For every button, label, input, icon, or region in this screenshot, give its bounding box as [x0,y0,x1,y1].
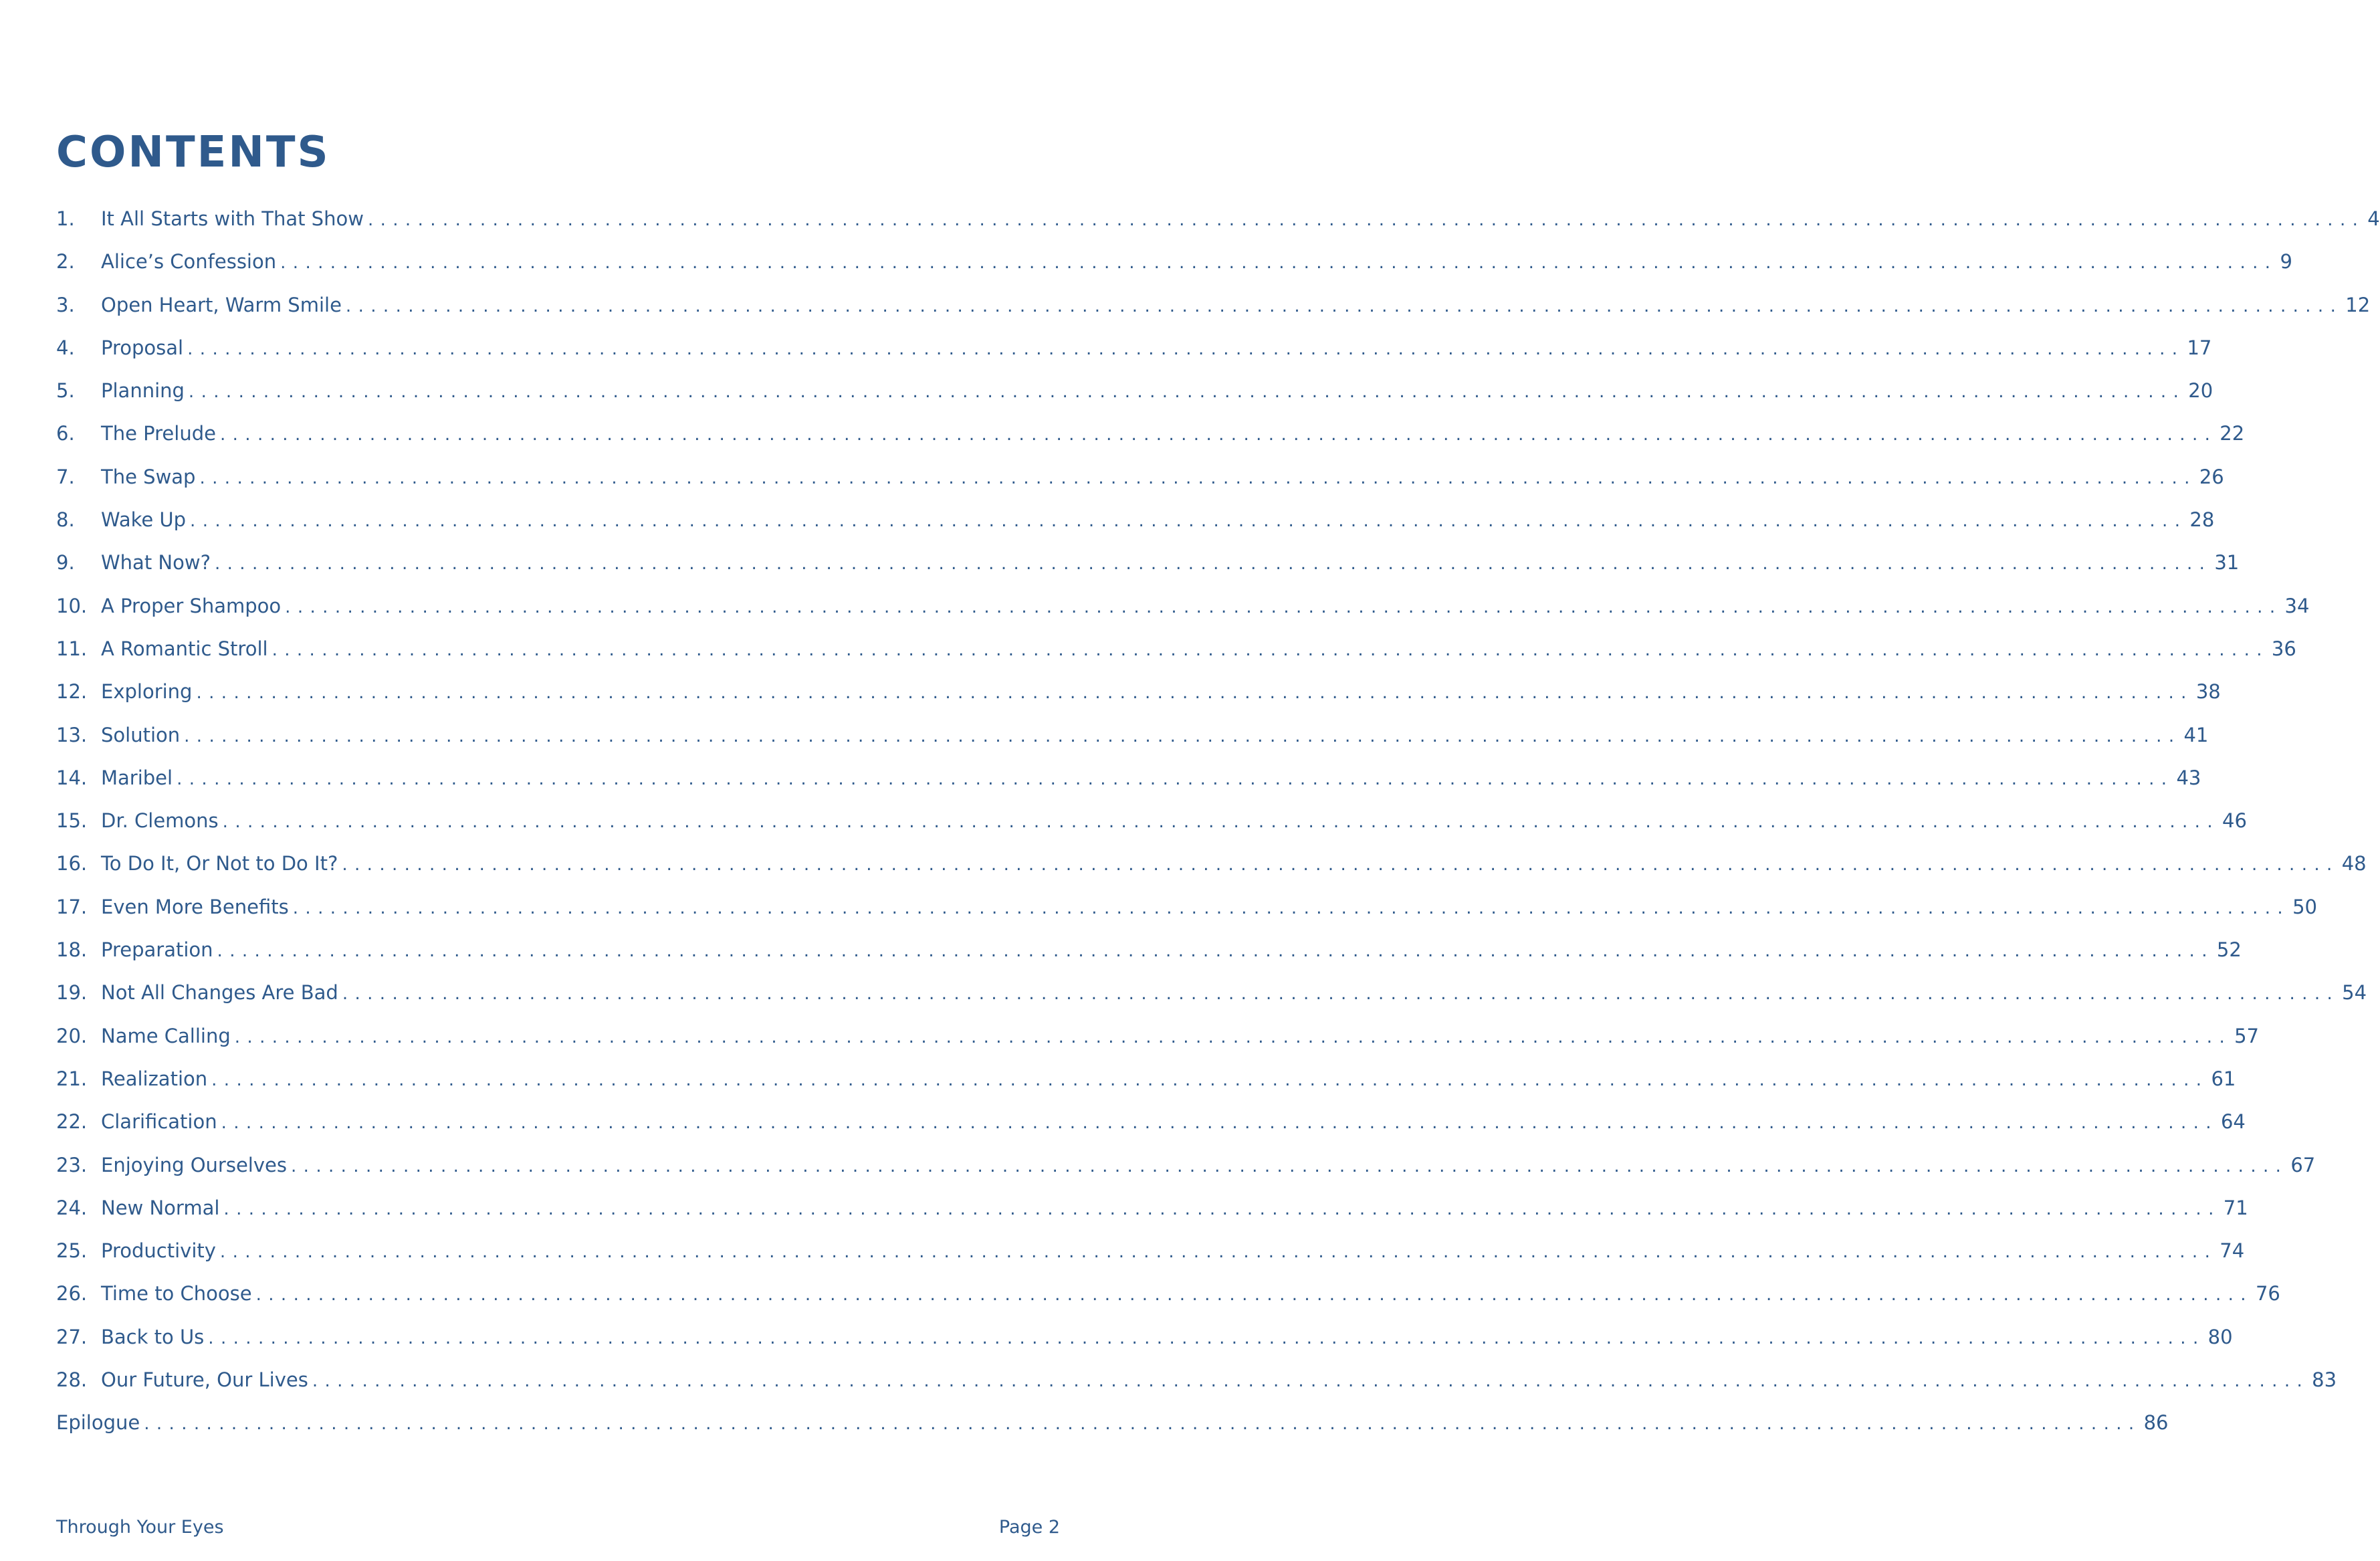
toc-entry-title: The Prelude [101,422,216,445]
toc-entry-number: 11. [56,637,88,660]
toc-entry-number: 10. [56,594,88,617]
toc-entry-title: Dr. Clemons [101,809,219,833]
toc-entry-title: New Normal [101,1196,220,1219]
toc-entry-number: 9. [56,551,75,575]
toc-entry-number: 14. [56,766,88,789]
toc-dot-leader: ................................................................................................................................................................ [342,984,2340,1005]
toc-entry-title: Exploring [101,680,193,704]
toc-entry-page: 20 [2188,379,2213,403]
toc-dot-leader: ................................................................................................................................................................ [221,1113,2218,1134]
toc-entry[interactable] [56,326,2212,369]
toc-entry-title: Proposal [101,336,184,359]
toc-entry[interactable] [56,1144,2316,1186]
toc-entry-page: 50 [2292,895,2317,918]
toc-entry-number: 6. [56,422,75,445]
toc-entry[interactable] [56,455,2224,498]
toc-entry-page: 64 [2220,1110,2246,1134]
toc-entry-title: Name Calling [101,1024,231,1047]
toc-entry-page: 28 [2189,508,2215,532]
toc-entry-title: Solution [101,723,181,746]
toc-dot-leader: ................................................................................................................................................................ [177,768,2174,789]
toc-entry-number: 27. [56,1325,88,1348]
toc-entry-number: 23. [56,1153,88,1176]
toc-entry[interactable] [56,971,2367,1014]
toc-dot-leader: ................................................................................................................................................................ [219,1242,2217,1263]
toc-entry-title: Back to Us [101,1325,205,1348]
toc-entry-number: 12. [56,680,88,704]
toc-entry[interactable] [56,756,2201,799]
toc-entry[interactable] [56,541,2240,584]
toc-entry[interactable] [56,1100,2246,1143]
toc-entry-title: Maribel [101,766,173,789]
toc-entry[interactable] [56,1057,2236,1100]
toc-dot-leader: ................................................................................................................................................................ [184,726,2181,746]
toc-entry-page: 38 [2195,680,2221,704]
toc-entry-page: 46 [2222,809,2247,833]
toc-entry-number: 26. [56,1282,88,1306]
toc-entry[interactable] [56,1272,2280,1315]
toc-entry-page: 74 [2220,1239,2245,1263]
toc-entry-number: 1. [56,207,75,230]
toc-entry-page: 43 [2176,766,2201,789]
toc-entry-number: 5. [56,379,75,403]
toc-dot-leader: ................................................................................................................................................................ [144,1414,2141,1435]
toc-entry-title: Even More Benefits [101,895,289,918]
toc-dot-leader: ................................................................................................................................................................ [342,855,2339,875]
toc-entry-page: 12 [2345,293,2371,316]
toc-entry-number: 28. [56,1368,88,1392]
table-of-contents [56,197,2380,1445]
toc-dot-leader: ................................................................................................................................................................ [196,683,2193,704]
toc-entry-page: 4 [2367,207,2380,230]
toc-entry-title: What Now? [101,551,211,575]
toc-dot-leader: ................................................................................................................................................................ [285,597,2282,617]
toc-entry-page: 22 [2220,422,2245,445]
toc-entry-title: Our Future, Our Lives [101,1368,308,1392]
toc-entry-title: Alice’s Confession [101,250,277,274]
toc-entry-page: 61 [2211,1067,2236,1090]
toc-entry[interactable] [56,240,2292,283]
toc-entry[interactable] [56,799,2247,842]
toc-entry-page: 36 [2271,637,2296,660]
toc-dot-leader: ................................................................................................................................................................ [217,941,2214,962]
toc-entry-number: 20. [56,1024,88,1047]
toc-entry-title: A Romantic Stroll [101,637,268,660]
toc-entry-page: 17 [2187,336,2212,359]
toc-entry-number: 13. [56,723,88,746]
toc-dot-leader: ................................................................................................................................................................ [345,296,2343,316]
toc-entry-number: 25. [56,1239,88,1263]
toc-entry-page: 86 [2143,1411,2169,1435]
toc-dot-leader: ................................................................................................................................................................ [290,1156,2288,1176]
toc-entry-number: 2. [56,250,75,274]
toc-dot-leader: ................................................................................................................................................................ [255,1285,2253,1306]
toc-entry-number: 24. [56,1196,88,1219]
toc-entry[interactable] [56,1316,2233,1358]
toc-entry-epilogue[interactable] [56,1401,2169,1444]
toc-entry-number: 15. [56,809,88,833]
toc-entry-title: Open Heart, Warm Smile [101,293,342,316]
toc-dot-leader: ................................................................................................................................................................ [234,1027,2232,1047]
toc-dot-leader: ................................................................................................................................................................ [199,467,2197,488]
toc-entry-page: 9 [2280,250,2292,274]
toc-entry-title: Planning [101,379,185,403]
page-title: CONTENTS [56,128,330,177]
toc-entry-title: Realization [101,1067,208,1090]
toc-entry-page: 26 [2199,465,2224,488]
toc-entry-number: 22. [56,1110,88,1134]
toc-entry[interactable] [56,886,2317,928]
toc-entry-page: 31 [2214,551,2240,575]
toc-entry-page: 76 [2255,1282,2280,1306]
toc-dot-leader: ................................................................................................................................................................ [188,382,2186,403]
toc-dot-leader: ................................................................................................................................................................ [187,338,2185,359]
footer-book-title: Through Your Eyes [56,1517,224,1538]
toc-entry-title: Productivity [101,1239,216,1263]
toc-entry[interactable] [56,627,2296,670]
toc-dot-leader: ................................................................................................................................................................ [312,1371,2310,1392]
toc-entry-page: 83 [2312,1368,2337,1392]
toc-entry[interactable] [56,928,2242,971]
toc-dot-leader: ................................................................................................................................................................ [292,898,2290,918]
toc-entry[interactable] [56,197,2380,240]
toc-dot-leader: ................................................................................................................................................................ [214,554,2212,575]
toc-dot-leader: ................................................................................................................................................................ [208,1328,2205,1348]
toc-dot-leader: ................................................................................................................................................................ [280,253,2278,274]
toc-entry-number: 4. [56,336,75,359]
toc-entry-number: 21. [56,1067,88,1090]
toc-dot-leader: ................................................................................................................................................................ [367,210,2365,230]
toc-entry-page: 57 [2234,1024,2260,1047]
toc-entry-page: 48 [2341,852,2367,875]
footer-page-number: Page 2 [998,1517,1060,1538]
toc-entry[interactable] [56,670,2221,713]
toc-entry-page: 52 [2216,938,2242,962]
toc-entry-page: 41 [2183,723,2209,746]
toc-entry-title: Preparation [101,938,213,962]
toc-entry-number: 16. [56,852,88,875]
toc-entry-page: 67 [2290,1153,2316,1176]
toc-entry-number: 17. [56,895,88,918]
toc-entry[interactable] [56,498,2215,541]
toc-entry[interactable] [56,412,2245,455]
toc-dot-leader: ................................................................................................................................................................ [190,511,2187,532]
toc-entry-title: Wake Up [101,508,187,532]
toc-entry[interactable] [56,1015,2260,1057]
toc-entry[interactable] [56,369,2213,412]
toc-entry-title: It All Starts with That Show [101,207,364,230]
toc-entry-page: 54 [2342,981,2367,1005]
toc-entry-page: 71 [2223,1196,2248,1219]
toc-dot-leader: ................................................................................................................................................................ [211,1069,2209,1090]
toc-dot-leader: ................................................................................................................................................................ [223,1199,2221,1219]
toc-dot-leader: ................................................................................................................................................................ [272,639,2269,660]
toc-entry-number: 18. [56,938,88,962]
toc-entry-title: Time to Choose [101,1282,252,1306]
toc-entry[interactable] [56,585,2310,627]
toc-entry-page: 34 [2284,594,2310,617]
toc-entry[interactable] [56,284,2371,326]
toc-dot-leader: ................................................................................................................................................................ [219,425,2217,445]
toc-entry[interactable] [56,714,2209,756]
toc-entry[interactable] [56,1358,2337,1401]
toc-entry-number: 7. [56,465,75,488]
toc-entry[interactable] [56,1186,2248,1229]
toc-dot-leader: ................................................................................................................................................................ [222,812,2220,833]
toc-entry-title: Epilogue [56,1411,140,1435]
toc-entry-title: Enjoying Ourselves [101,1153,287,1176]
toc-entry-title: The Swap [101,465,196,488]
toc-entry-page: 80 [2207,1325,2233,1348]
toc-entry-title: Not All Changes Are Bad [101,981,338,1005]
toc-entry-title: To Do It, Or Not to Do It? [101,852,338,875]
toc-entry[interactable] [56,842,2367,885]
toc-entry-number: 3. [56,293,75,316]
toc-entry-title: Clarification [101,1110,217,1134]
toc-entry[interactable] [56,1229,2245,1272]
toc-entry-number: 8. [56,508,75,532]
toc-entry-number: 19. [56,981,88,1005]
toc-entry-title: A Proper Shampoo [101,594,282,617]
